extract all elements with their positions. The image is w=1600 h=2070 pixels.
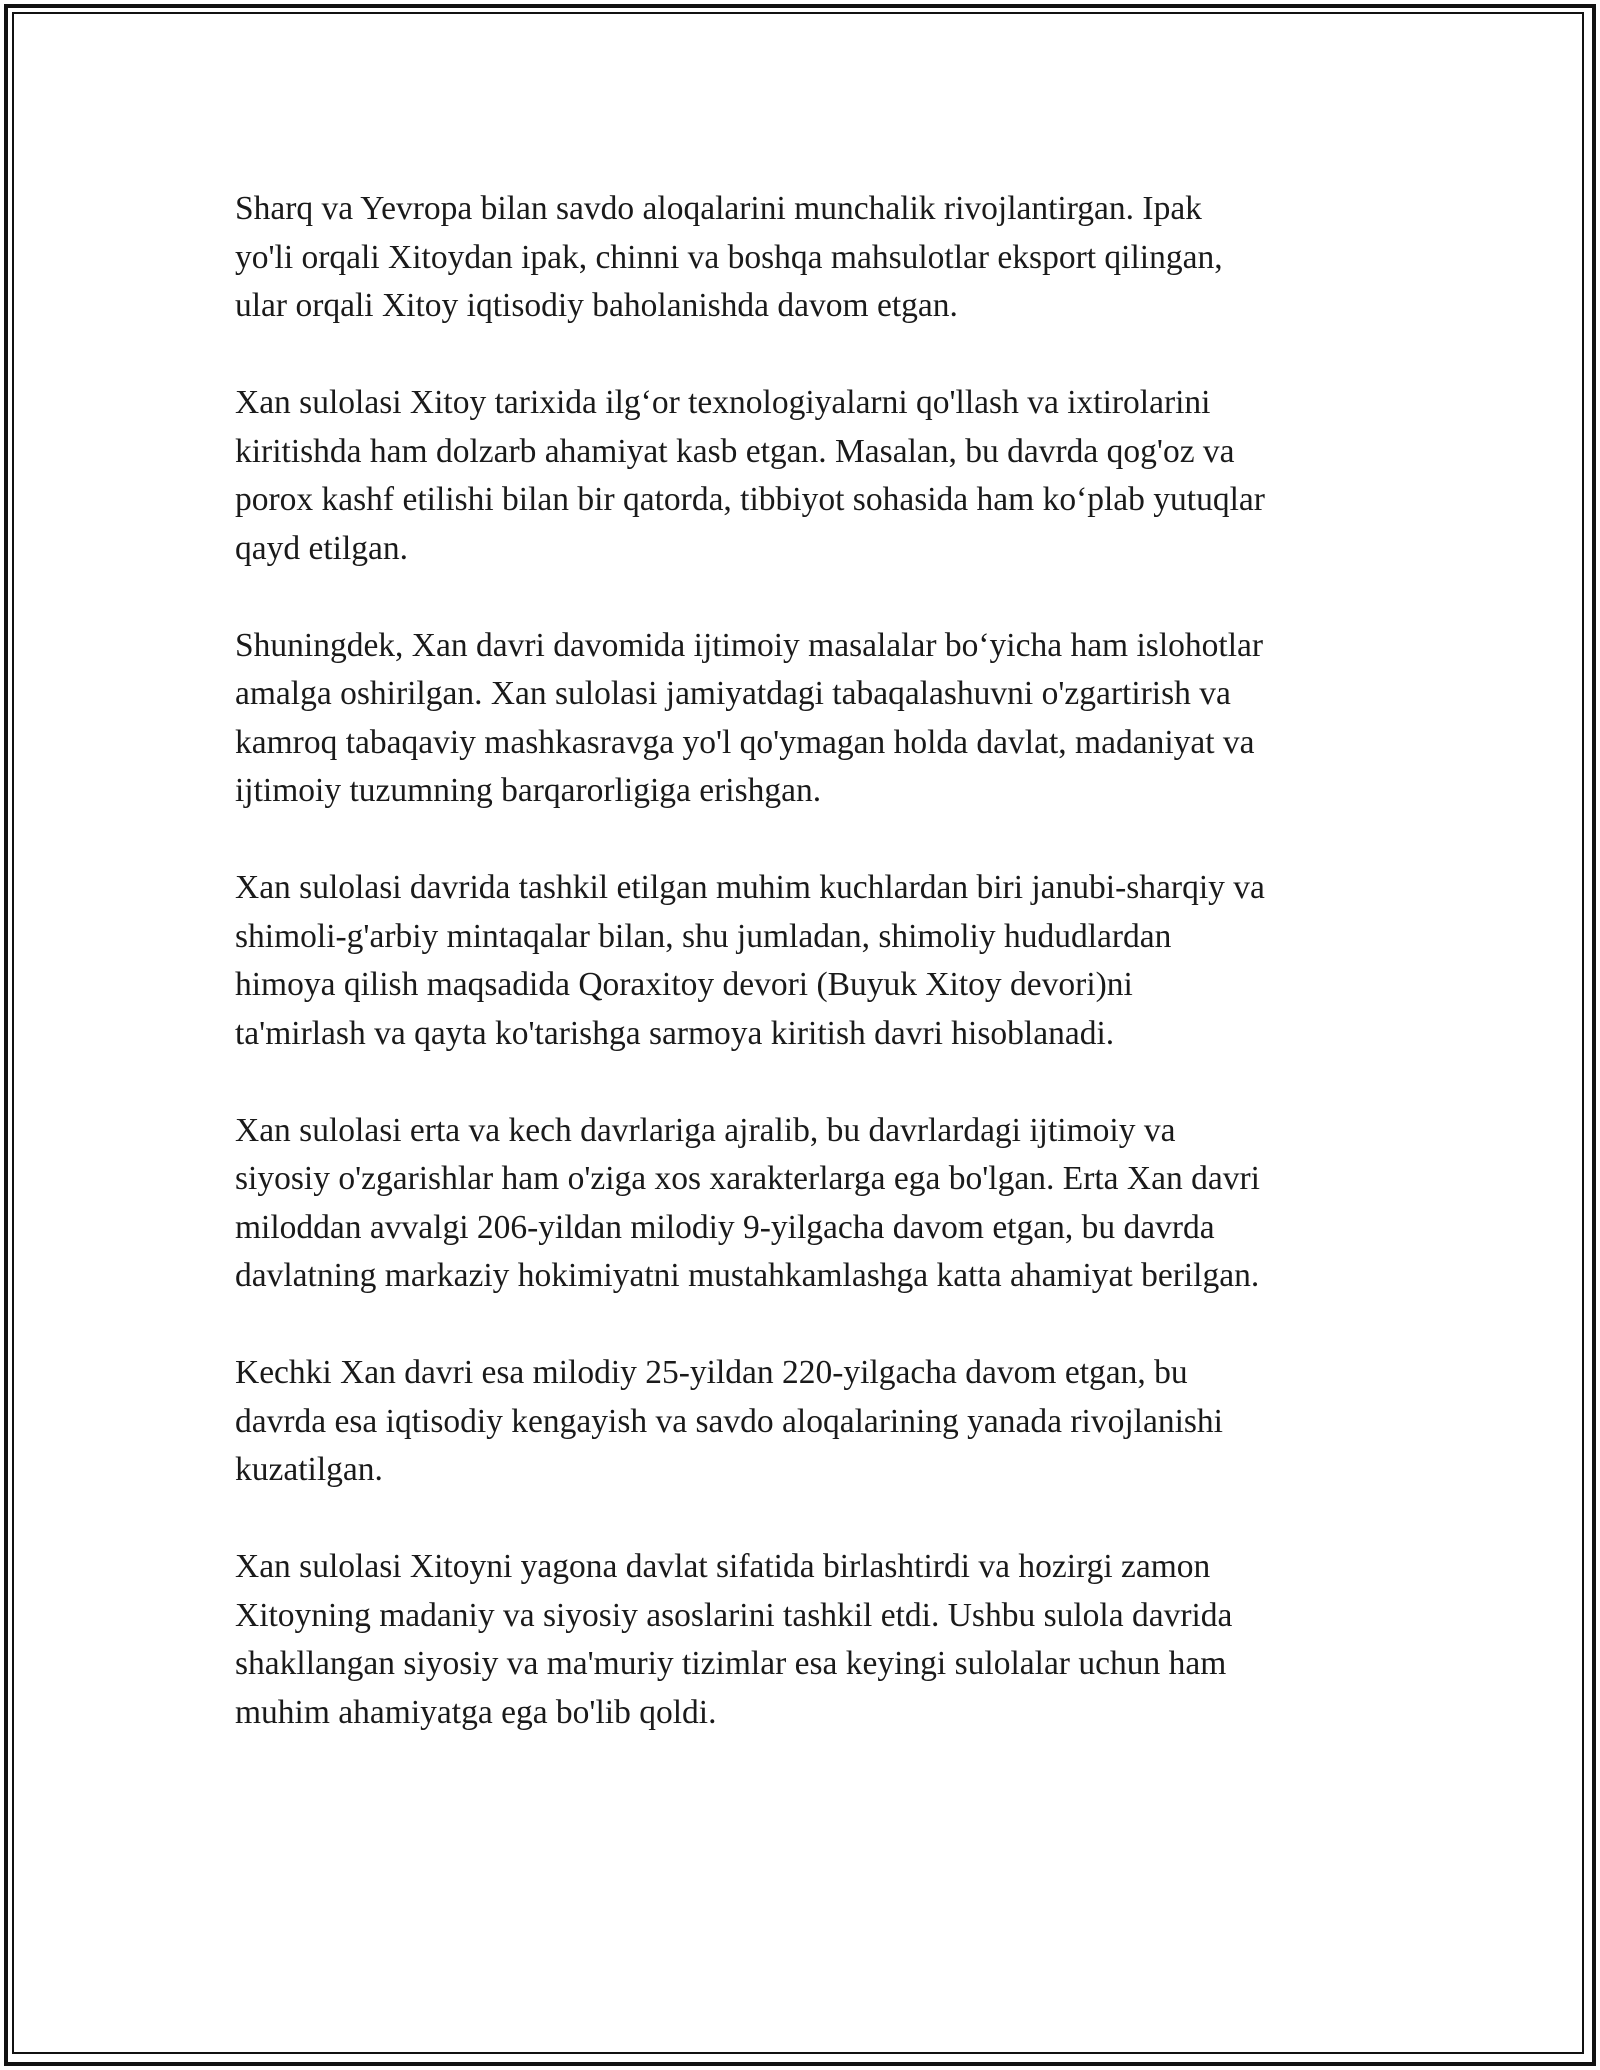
paragraph-4 — [235, 864, 1395, 1058]
paragraph-line: himoya qilish maqsadida Qoraxitoy devori (Buyuk Xitoy devori)ni — [235, 966, 1133, 1003]
paragraph-line: davrda esa iqtisodiy kengayish va savdo aloqalarining yanada rivojlanishi — [235, 1402, 1223, 1440]
paragraph-line: yo'li orqali Xitoydan ipak, chinni va boshqa mahsulotlar eksport qilingan, — [235, 238, 1223, 276]
paragraph-line: Sharq va Yevropa bilan savdo aloqalarini munchalik rivojlantirgan. Ipak — [235, 190, 1202, 227]
paragraph-6 — [235, 1349, 1395, 1495]
paragraph-line: kiritishda ham dolzarb ahamiyat kasb etgan. Masalan, bu davrda qog'oz va — [235, 432, 1235, 470]
paragraph-line: Xitoyning madaniy va siyosiy asoslarini tashkil etdi. Ushbu sulola davrida — [235, 1596, 1233, 1634]
paragraph-line: porox kashf etilishi bilan bir qatorda, tibbiyot sohasida ham ko‘plab yutuqlar — [235, 481, 1265, 518]
paragraph-line: ular orqali Xitoy iqtisodiy baholanishda davom etgan. — [235, 287, 958, 324]
document-body — [235, 185, 1395, 1737]
paragraph-line: Kechki Xan davri esa milodiy 25-yildan 220-yilgacha davom etgan, bu — [235, 1354, 1188, 1391]
paragraph-line: siyosiy o'zgarishlar ham o'ziga xos xarakterlarga ega bo'lgan. Erta Xan davri — [235, 1160, 1260, 1197]
paragraph-line: amalga oshirilgan. Xan sulolasi jamiyatdagi tabaqalashuvni o'zgartirish va — [235, 675, 1231, 712]
paragraph-line: davlatning markaziy hokimiyatni mustahkamlashga katta ahamiyat berilgan. — [235, 1257, 1260, 1294]
paragraph-7 — [235, 1543, 1395, 1737]
paragraph-3 — [235, 622, 1395, 816]
paragraph-line: muhim ahamiyatga ega bo'lib qoldi. — [235, 1693, 717, 1731]
paragraph-2 — [235, 379, 1395, 573]
paragraph-line: Xan sulolasi davrida tashkil etilgan muhim kuchlardan biri janubi-sharqiy va — [235, 869, 1265, 906]
paragraph-1 — [235, 185, 1395, 331]
paragraph-line: Xan sulolasi Xitoyni yagona davlat sifatida birlashtirdi va hozirgi zamon — [235, 1548, 1211, 1585]
paragraph-line: ta'mirlash va qayta ko'tarishga sarmoya kiritish davri hisoblanadi. — [235, 1014, 1115, 1052]
paragraph-line: kuzatilgan. — [235, 1451, 383, 1488]
paragraph-line: miloddan avvalgi 206-yildan milodiy 9-yilgacha davom etgan, bu davrda — [235, 1208, 1215, 1246]
paragraph-line: ijtimoiy tuzumning barqarorligiga erishgan. — [235, 772, 822, 809]
paragraph-line: Xan sulolasi erta va kech davrlariga ajralib, bu davrlardagi ijtimoiy va — [235, 1111, 1176, 1149]
paragraph-5 — [235, 1107, 1395, 1301]
paragraph-line: kamroq tabaqaviy mashkasravga yo'l qo'ymagan holda davlat, madaniyat va — [235, 723, 1255, 761]
paragraph-line: shakllangan siyosiy va ma'muriy tizimlar esa keyingi sulolalar uchun ham — [235, 1645, 1227, 1682]
paragraph-line: Xan sulolasi Xitoy tarixida ilg‘or texnologiyalarni qo'llash va ixtirolarini — [235, 384, 1211, 421]
paragraph-line: shimoli-g'arbiy mintaqalar bilan, shu jumladan, shimoliy hududlardan — [235, 917, 1172, 955]
paragraph-line: qayd etilgan. — [235, 529, 409, 567]
paragraph-line: Shuningdek, Xan davri davomida ijtimoiy masalalar bo‘yicha ham islohotlar — [235, 626, 1264, 664]
